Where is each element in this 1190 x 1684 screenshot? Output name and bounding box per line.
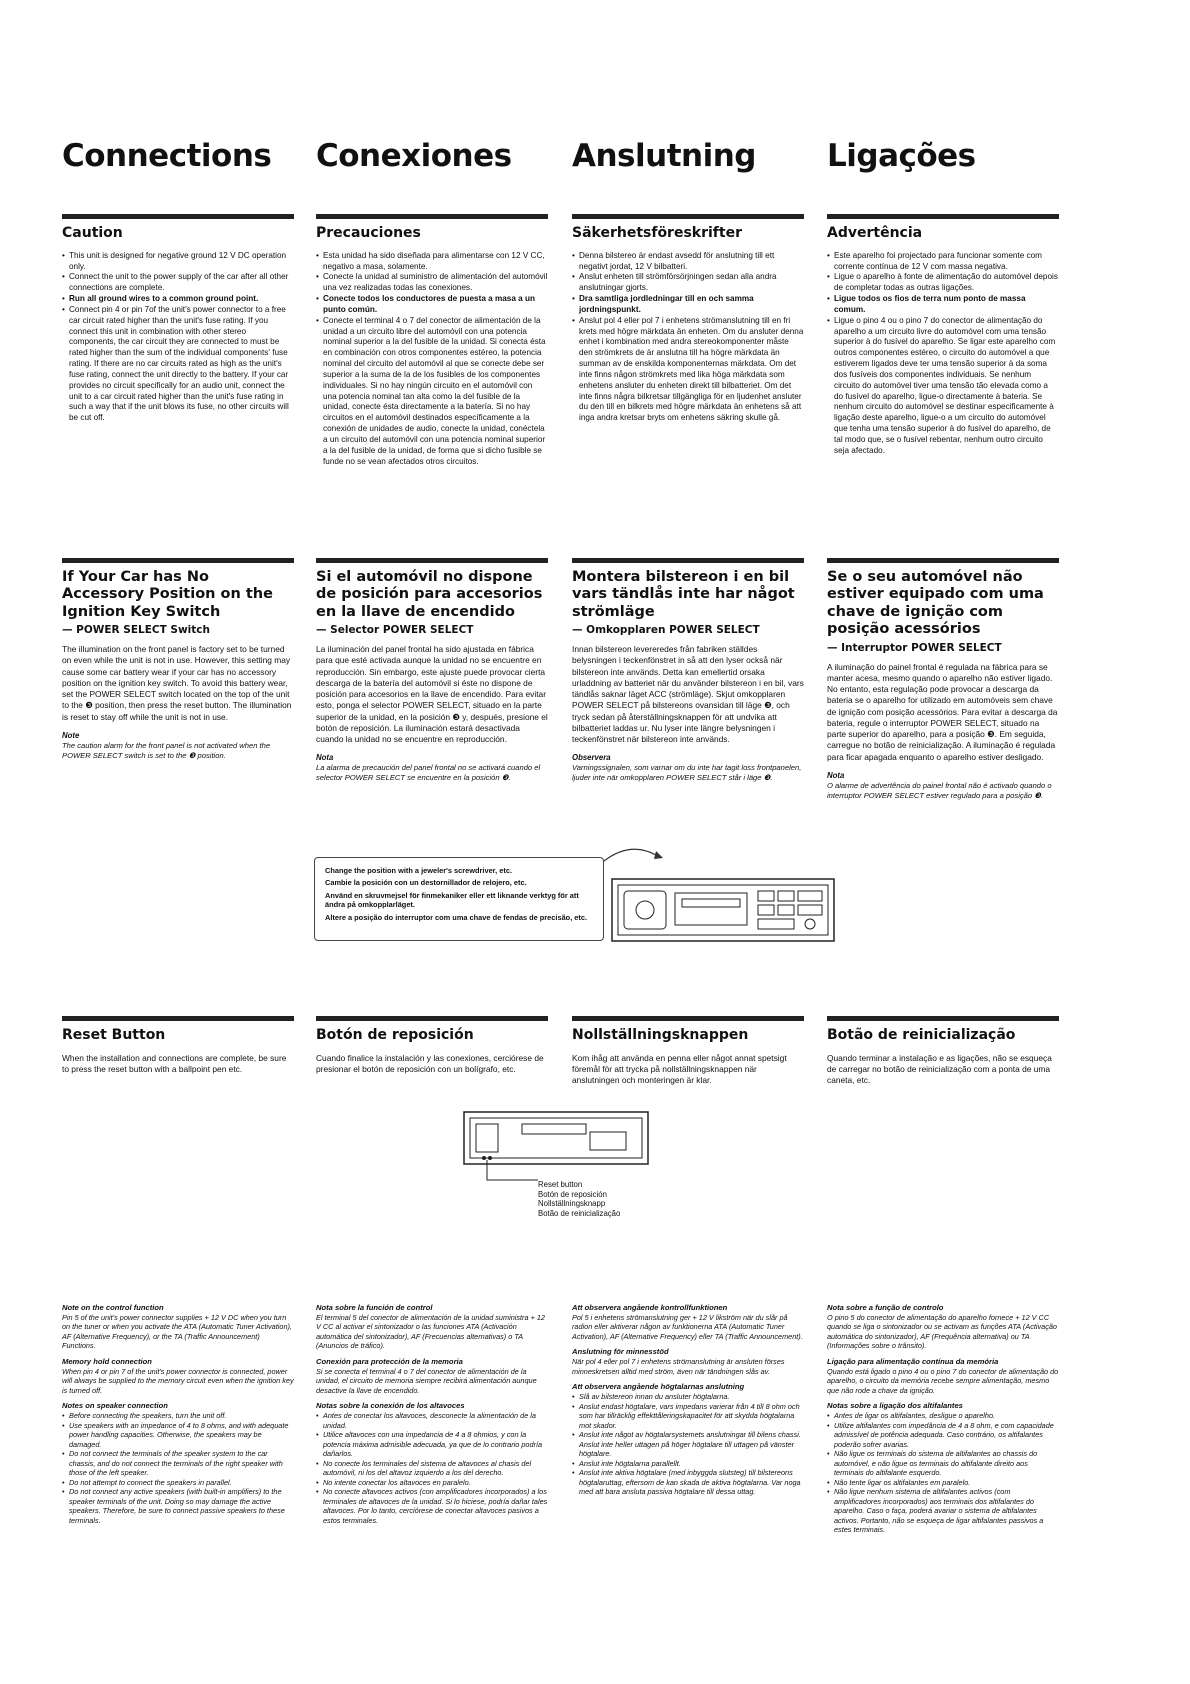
section-subhead: — Omkopplaren POWER SELECT: [572, 624, 760, 637]
list-item: • This unit is designed for negative ground 12 V DC operation only.: [62, 251, 294, 273]
footnote-text: When pin 4 or pin 7 of the unit's power connector is connected, power will always be supplied to the memory circuit even when the ignition key is turned off.: [62, 1366, 294, 1395]
knob: [636, 901, 654, 919]
note-heading: Nota: [827, 770, 845, 780]
footnote-heading: Att observera angående högtalarnas anslutning: [572, 1382, 745, 1392]
button: [798, 891, 822, 901]
caution-list: [572, 251, 804, 424]
section-rule: [62, 214, 294, 219]
list-item: • No conecte los terminales del sistema de altavoces al chasis del automóvil, ni los del altavoz izquierdo a los del derecho.: [316, 1459, 548, 1478]
list-item: • Conecte el terminal 4 o 7 del conector de alimentación de la unidad a un circuito libre del automóvil con una potencia nominal superior a la del fusible de la unidad. Si conecta ésta en combinación con otros componentes estéreo, la potencia nominal del circuito del automóvil al que se conecte debe ser superior a la suma de la de los fusibles de los componentes individuales. Si no hay ningún circuito en el automóvil con una potencia nominal tan alta como la del fusible de la unidad, conecte ésta directamente a la batería. Si no hay circuitos en el automóvil destinados específicamente a la conexión de unidades de audio, conecte la unidad, conéctela a un circuito del automóvil con una potencia nominal superior a la del fusible de la unidad, de forma que si dicho fusible se funde no se vean afectados otros circuitos.: [316, 316, 548, 468]
list-item: • Esta unidad ha sido diseñada para alimentarse con 12 V CC, negativo a masa, solamente.: [316, 251, 548, 273]
list-item: • Antes de conectar los altavoces, desconecte la alimentación de la unidad.: [316, 1411, 548, 1430]
button: [798, 905, 822, 915]
footnotes-es: [316, 1303, 548, 1525]
footnote-heading: Notas sobre la conexión de los altavoces: [316, 1401, 465, 1411]
section-title: Botão de reinicialização: [827, 1027, 1016, 1043]
section-body: Innan bilstereon levereredes från fabriken ställdes belysningen i teckenfönstret in så att den lyser också när bilstereon inte används. Detta kan emellertid orsaka urladdning av batteriet när du använder bilstereon i en bil, vars tändlås saknar läget ACC (strömläge). Skjut omkopplaren POWER SELECT på bilstereons ovansidan till läge ❸, och tryck sedan på återställningsknappen för att undvika att bilbatteriet laddas ur. Nu lyser inte längre belysningen i teckenfönstret när bilstereon inte används.: [572, 644, 804, 745]
section-rule: [62, 1016, 294, 1021]
note-text: The caution alarm for the front panel is not activated when the POWER SELECT switch is set to the ❸ position.: [62, 740, 271, 760]
note-heading: Observera: [572, 753, 611, 763]
footnote-text: Pol 5 i enhetens strömanslutning ger + 12 V likström när du slår på radion eller aktiverar någon av funktionerna ATA (Automatic Tuner Activation), AF (Alternative Frequency) eller TA (Traffic Announcement).: [572, 1313, 803, 1341]
note-text: O alarme de advertência do painel frontal não é activado quando o interruptor POWER SELECT estiver regulado para a posição ❸.: [827, 780, 1052, 800]
list-item: • Dra samtliga jordledningar till en och samma jordningspunkt.: [572, 294, 804, 316]
power-select-section-en: [62, 558, 294, 761]
section-body: La iluminación del panel frontal ha sido ajustada en fábrica para que esté activada aunque la unidad no se encuentre en reproducción. Sin embargo, este ajuste puede provocar cierta descarga de la batería del automóvil si éste no dispone de posición para accesorios en la llave de encendido. Para evitar esto, ponga el selector POWER SELECT, situado en la parte superior de la unidad, en la posición ❸ y, después, presione el botón de reposición. La iluminación estará desactivada cuando la unidad no se encuentre en reproducción.: [316, 644, 548, 745]
section-rule: [316, 1016, 548, 1021]
button: [758, 891, 774, 901]
section-rule: [572, 1016, 804, 1021]
footnote-text: Si se conecta el terminal 4 o 7 del conector de alimentación de la unidad, el circuito de memoria siempre recibirá alimentación aunque desactive la llave de encendido.: [316, 1366, 537, 1395]
section-rule: [827, 558, 1059, 563]
list-item: • Slå av bilstereon innan du ansluter högtalarna.: [572, 1392, 804, 1401]
caution-section-sv: [572, 214, 804, 424]
list-item: • Ligue o pino 4 ou o pino 7 do conector de alimentação do aparelho a um circuito livre do automóvel com uma tensão superior à do fusível do aparelho. Se ligar este aparelho com outros componentes estéreo, o circuito do automóvel a que estiverem ligados deve ter uma tensão superior à da soma dos fusíveis dos componentes individuais. Se nenhum circuito do automóvel tiver uma tensão tão elevada como a do fusível do aparelho, ligue-o directamente à bateria. Se nenhum circuito do automóvel se destinar especificamente à ligação deste aparelho, ligue-o a um circuito do automóvel que tenha uma tensão superior à do fusível do aparelho, de tal modo que, se o fusível rebentar, nenhum outro circuito seja afectado.: [827, 316, 1059, 457]
unit-top-diagram: [560, 835, 850, 960]
section-rule: [572, 558, 804, 563]
section-body: The illumination on the front panel is factory set to be turned on even while the unit is not in use. However, this setting may cause some car battery wear if your car has no accessory position on the ignition key switch. To avoid this battery wear, set the POWER SELECT switch located on the top of the unit to the ❸ position, then press the reset button. The illumination is reset to stay off while the unit is not in use.: [62, 644, 292, 722]
reset-label: Nollställningsknapp: [538, 1199, 606, 1209]
leader-line: [487, 1160, 538, 1180]
footnote-list: [827, 1411, 1059, 1534]
section-title: Se o seu automóvel não estiver equipado com uma chave de ignição com posição acessórios: [827, 569, 1044, 638]
arrow-head: [654, 851, 663, 859]
button: [778, 891, 794, 901]
display-window: [675, 893, 747, 925]
section-title: Advertência: [827, 225, 923, 241]
list-item: • Utilize altifalantes com impedância de 4 a 8 ohm, e com capacidade admissível de potência adequada. Caso contrário, os altifalantes poderão sofrer avarias.: [827, 1421, 1059, 1449]
unit-body: [464, 1112, 648, 1164]
footnote-text: När pol 4 eller pol 7 i enhetens strömanslutning är ansluten förses minneskretsen alltid med ström, även när tändningen slås av.: [572, 1357, 785, 1376]
caution-section-pt: [827, 214, 1059, 457]
section-title: If Your Car has No Accessory Position on the Ignition Key Switch: [62, 569, 273, 620]
list-item: • Do not attempt to connect the speakers in parallel.: [62, 1478, 294, 1487]
section-rule: [316, 558, 548, 563]
list-item: • Anslut endast högtalare, vars impedans varierar från 4 till 8 ohm och som har tillräcklig effekttåleringskapacitet för att skydda högtalarna mot skador.: [572, 1402, 804, 1430]
footnotes-pt: [827, 1303, 1059, 1535]
list-item: • Anslut inte något av högtalarsystemets anslutningar till bilens chassi. Anslut inte heller uttagen på höger högtalare till uttagen på vänster högtalare.: [572, 1430, 804, 1458]
section-rule: [827, 1016, 1059, 1021]
bracket: [476, 1124, 498, 1152]
footnote-list: [572, 1392, 804, 1496]
footnote-list: [62, 1411, 294, 1525]
footnote-text: El terminal 5 del conector de alimentación de la unidad suministra + 12 V CC al activar el sintonizador o las funciones ATA (Activación automática del sintonizador), AF (Frecuencias alternativas) o TA (Anuncios de tráfico).: [316, 1313, 545, 1351]
callout-text: Altere a posição do interruptor com uma chave de fendas de precisão, etc.: [325, 912, 588, 922]
section-body: Cuando finalice la instalación y las conexiones, cerciórese de presionar el botón de reposición con un bolígrafo, etc.: [316, 1052, 544, 1075]
page-title-pt: Ligações: [827, 138, 976, 174]
callout-text: Change the position with a jeweler's screwdriver, etc.: [325, 866, 512, 875]
section-title: Precauciones: [316, 225, 421, 241]
list-item: • Não ligue nenhum sistema de altifalantes activos (com amplificadores incorporados) aos terminais dos altifalantes do aparelho. Caso o faça, poderá avariar o sistema de altifalantes activos. Portanto, não se esqueça de ligar altifalantes passivos a estes terminais.: [827, 1487, 1059, 1534]
reset-button-labels: [538, 1180, 620, 1219]
footnote-heading: Nota sobre a função de controlo: [827, 1303, 944, 1312]
section-body: A iluminação do painel frontal é regulada na fábrica para se manter acesa, mesmo quando o aparelho não estiver ligado. No entanto, esta regulação pode provocar a descarga da bateria se o aparelho for utilizado em automóveis sem chave de ignição com posição acessórios. Para evitar a descarga da bateria, regule o interruptor POWER SELECT, situado na parte superior do aparelho, para a posição ❸. Em seguida, carregue no botão de reinicialização. A iluminação é regulada para ficar apagada enquanto o aparelho estiver desligado.: [827, 661, 1058, 762]
list-item: • Anslut enheten till strömförsörjningen sedan alla andra anslutningar gjorts.: [572, 272, 804, 294]
section-subhead: — POWER SELECT Switch: [62, 624, 210, 637]
list-item: • Não ligue os terminais do sistema de altifalantes ao chassis do automóvel, e não ligue os terminais do altifalante direito aos terminais do altifalante esquerdo.: [827, 1449, 1059, 1477]
section-body: Quando terminar a instalação e as ligações, não se esqueça de carregar no botão de reinicialização com a ponta de uma caneta, etc.: [827, 1052, 1052, 1086]
list-item: • Ligue o aparelho à fonte de alimentação do automóvel depois de completar todas as outras ligações.: [827, 272, 1059, 294]
list-item: • Use speakers with an impedance of 4 to 8 ohms, and with adequate power handling capacities. Otherwise, the speakers may be damaged.: [62, 1421, 294, 1449]
list-item: • No conecte altavoces activos (con amplificadores incorporados) a los terminales de altavoces de la unidad. Si lo hiciese, podría dañar tales altavoces. Por lo tanto, cerciórese de conectar altavoces pasivos a estos terminales.: [316, 1487, 548, 1525]
button: [805, 919, 815, 929]
section-title: Botón de reposición: [316, 1027, 474, 1043]
leader-line: [604, 849, 656, 861]
footnote-list: [316, 1411, 548, 1525]
section-title: Säkerhetsföreskrifter: [572, 225, 742, 241]
section-body: When the installation and connections are complete, be sure to press the reset button with a ballpoint pen etc.: [62, 1052, 287, 1075]
reset-label: Botón de reposición: [538, 1189, 607, 1199]
list-item: • Do not connect any active speakers (with built-in amplifiers) to the speaker terminals of the unit. Doing so may damage the active speakers. Therefore, be sure to connect passive speakers to these terminals.: [62, 1487, 294, 1525]
unit-body: [612, 879, 834, 941]
list-item: • Este aparelho foi projectado para funcionar somente com corrente contínua de 12 V com massa negativa.: [827, 251, 1059, 273]
display-window: [590, 1132, 626, 1150]
caution-list: [62, 251, 294, 424]
reset-section-es: [316, 1016, 548, 1083]
footnote-heading: Att observera angående kontrollfunktionen: [572, 1303, 728, 1312]
power-select-section-pt: [827, 558, 1059, 801]
footnote-text: O pino 5 do conector de alimentação do aparelho fornece + 12 V CC quando se liga o sintonizador ou se activam as funções ATA (Activação automática do sintonizador), AF (Frequência alternativa) ou TA (Informações sobre o trânsito).: [827, 1313, 1057, 1351]
reset-hole: [488, 1156, 492, 1160]
reset-button-diagram: [462, 1110, 662, 1190]
footnote-heading: Memory hold connection: [62, 1356, 152, 1366]
reset-section-pt: [827, 1016, 1059, 1095]
footnotes-en: [62, 1303, 294, 1525]
list-item: • Utilice altavoces con una impedancia de 4 a 8 ohmios, y con la potencia máxima admisible adecuada, ya que de lo contrario podría dañarlos.: [316, 1430, 548, 1458]
callout-text: Använd en skruvmejsel för finmekaniker eller ett liknande verktyg för att ändra på omkopplarläget.: [325, 890, 579, 910]
list-item: • Ligue todos os fios de terra num ponto de massa comum.: [827, 294, 1059, 316]
footnote-heading: Anslutning för minnesstöd: [572, 1347, 669, 1357]
note-heading: Note: [62, 730, 80, 740]
list-item: • No intente conectar los altavoces en paralelo.: [316, 1478, 548, 1487]
note-text: La alarma de precaución del panel frontal no se activará cuando el selector POWER SELECT se encuentre en la posición ❸.: [316, 763, 541, 783]
footnote-heading: Conexión para protección de la memoria: [316, 1356, 463, 1366]
power-select-section-es: [316, 558, 548, 783]
caution-section-es: [316, 214, 548, 467]
button: [758, 905, 774, 915]
list-item: • Antes de ligar os altifalantes, desligue o aparelho.: [827, 1411, 1059, 1420]
list-item: • Não tente ligar os altifalantes em paralelo.: [827, 1478, 1059, 1487]
list-item: • Before connecting the speakers, turn the unit off.: [62, 1411, 294, 1420]
list-item: • Connect the unit to the power supply of the car after all other connections are complete.: [62, 272, 294, 294]
section-rule: [827, 214, 1059, 219]
section-title: Caution: [62, 225, 123, 241]
reset-hole: [482, 1156, 486, 1160]
section-subhead: — Selector POWER SELECT: [316, 624, 474, 637]
note-heading: Nota: [316, 753, 334, 763]
footnote-heading: Notes on speaker connection: [62, 1401, 168, 1411]
section-title: Reset Button: [62, 1027, 166, 1043]
list-item: • Anslut inte högtalarna parallellt.: [572, 1459, 804, 1468]
button: [758, 919, 794, 929]
section-rule: [316, 214, 548, 219]
footnote-text: Pin 5 of the unit's power connector supplies + 12 V DC when you turn on the tuner or when you activate the ATA (Automatic Tuner Activation), AF (Alternative Frequency), or the TA (Traffic Announcement) Functions.: [62, 1313, 292, 1351]
list-item: • Run all ground wires to a common ground point.: [62, 294, 294, 305]
section-subhead: — Interruptor POWER SELECT: [827, 641, 1002, 654]
reset-label: Botão de reinicialização: [538, 1209, 621, 1219]
list-item: • Conecte la unidad al suministro de alimentación del automóvil una vez realizadas todas las conexiones.: [316, 272, 548, 294]
reset-label: Reset button: [538, 1180, 583, 1189]
caution-section-en: [62, 214, 294, 424]
list-item: • Denna bilstereo är endast avsedd för anslutning till ett negativt jordat, 12 V bilbatteri.: [572, 251, 804, 273]
page-title-es: Conexiones: [316, 138, 512, 174]
caution-list: [316, 251, 548, 468]
footnote-heading: Ligação para alimentação contínua da memória: [827, 1356, 999, 1366]
cassette-slot: [522, 1124, 586, 1134]
knob-area: [624, 891, 666, 929]
section-body: Kom ihåg att använda en penna eller något annat spetsigt föremål för att trycka på nollställningsknappen när anslutningen och monteringen är klar.: [572, 1052, 787, 1086]
caution-list: [827, 251, 1059, 457]
reset-section-sv: [572, 1016, 804, 1095]
footnote-heading: Notas sobre a ligação dos altifalantes: [827, 1401, 963, 1411]
section-title: Montera bilstereon i en bil vars tändlås inte har något strömläge: [572, 569, 795, 620]
button: [778, 905, 794, 915]
page-title-en: Connections: [62, 138, 272, 174]
footnote-heading: Note on the control function: [62, 1303, 164, 1312]
section-title: Si el automóvil no dispone de posición para accesorios en la llave de encendido: [316, 569, 543, 620]
callout-text: Cambie la posición con un destornillador de relojero, etc.: [325, 878, 527, 888]
section-rule: [62, 558, 294, 563]
section-rule: [572, 214, 804, 219]
note-text: Varningssignalen, som varnar om du inte har tagit loss frontpanelen, ljuder inte när omkopplaren POWER SELECT står i läge ❸.: [572, 763, 802, 783]
reset-section-en: [62, 1016, 294, 1083]
cassette-slot: [682, 899, 740, 907]
footnotes-sv: [572, 1303, 804, 1497]
list-item: • Connect pin 4 or pin 7of the unit's power connector to a free car circuit rated higher than the unit's fuse rating. If you connect this unit in combination with other stereo components, the car circuit they are connected to must be rated higher than the sum of the individual components' fuse rating. If there are no car circuits rated as high as the unit's fuse rating, connect the unit directly to the battery. If your car provides no circuit specifically for an audio unit, connect the unit to a car circuit rated higher than the unit's fuse rating in such a way that if the unit blows its fuse, no other circuits will be cut off.: [62, 305, 294, 424]
footnote-text: Quando está ligado o pino 4 ou o pino 7 do conector de alimentação do aparelho, o circuito da memória recebe sempre alimentação, mesmo que não rode a chave da ignição.: [827, 1366, 1059, 1395]
list-item: • Anslut inte aktiva högtalare (med inbyggda slutsteg) till bilstereons högtalaruttag, eftersom de kan skada de aktiva högtalarna. Var noga med att bara ansluta passiva högtalare till dessa uttag.: [572, 1468, 804, 1496]
footnote-heading: Nota sobre la función de control: [316, 1303, 433, 1312]
list-item: • Do not connect the terminals of the speaker system to the car chassis, and do not connect the terminals of the right speaker with those of the left speaker.: [62, 1449, 294, 1477]
section-title: Nollställningsknappen: [572, 1027, 749, 1043]
power-select-section-sv: [572, 558, 804, 783]
list-item: • Conecte todos los conductores de puesta a masa a un punto común.: [316, 294, 548, 316]
page-title-sv: Anslutning: [572, 138, 756, 174]
list-item: • Anslut pol 4 eller pol 7 i enhetens strömanslutning till en fri krets med högre märkdata än enheten. Om du ansluter denna enhet i kombination med andra stereokomponenter måste den strömkrets de är anslutna till ha högre märkdata än summan av de enskilda komponenternas märkdata. Om det inte finns någon strömkrets med lika höga märkdata som enhetens ansluter du enheten direkt till bilbatteriet. Om det inte finns några bilkretsar tillgängliga för en ljudenhet ansluter du den till en bilkrets med högre märkdata än enhetens så att inga andra kretsar bryts om enhetens säkring skulle gå.: [572, 316, 804, 424]
